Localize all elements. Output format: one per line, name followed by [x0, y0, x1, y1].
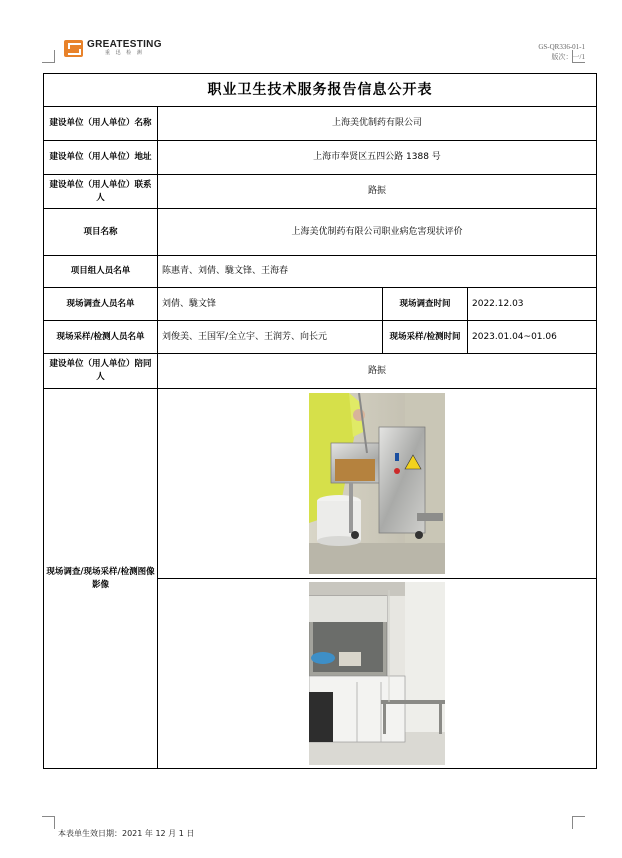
- crop-mark-bottom-left: [42, 816, 55, 829]
- contact-label: 建设单位（用人单位）联系人: [44, 175, 158, 209]
- info-table: [43, 73, 597, 769]
- document-number: GS-QR336-01-1: [538, 43, 585, 51]
- unit-name-value: 上海美优制药有限公司: [158, 107, 597, 141]
- project-label: 项目名称: [44, 209, 158, 256]
- sampling-staff-label: 现场采样/检测人员名单: [44, 321, 158, 354]
- escort-label: 建设单位（用人单位）陪同人: [44, 354, 158, 389]
- table-title: 职业卫生技术服务报告信息公开表: [44, 74, 597, 107]
- project-value: 上海美优制药有限公司职业病危害现状评价: [158, 209, 597, 256]
- images-label: 现场调查/现场采样/检测图像影像: [44, 389, 158, 769]
- crop-mark-top-right: [572, 50, 585, 63]
- document-version: 版次：一/1: [551, 53, 585, 61]
- survey-time-value: 2022.12.03: [468, 288, 597, 321]
- contact-value: 路振: [158, 175, 597, 209]
- unit-name-label: 建设单位（用人单位）名称: [44, 107, 158, 141]
- sampling-time-label: 现场采样/检测时间: [383, 321, 468, 354]
- sampling-time-value: 2023.01.04~01.06: [468, 321, 597, 354]
- address-value: 上海市奉贤区五四公路 1388 号: [158, 141, 597, 175]
- logo-english: GREATESTING: [87, 39, 162, 50]
- crop-mark-bottom-right: [572, 816, 585, 829]
- survey-staff-label: 现场调查人员名单: [44, 288, 158, 321]
- company-logo: [64, 40, 162, 57]
- site-photo-machine: [309, 393, 445, 574]
- survey-staff-value: 刘倩、駹文锋: [158, 288, 383, 321]
- address-label: 建设单位（用人单位）地址: [44, 141, 158, 175]
- photo-cell-2: [158, 579, 597, 769]
- team-value: 陈惠青、刘倩、駹文锋、王海春: [158, 256, 597, 288]
- survey-time-label: 现场调查时间: [383, 288, 468, 321]
- effective-date: 本表单生效日期：2021 年 12 月 1 日: [58, 829, 195, 838]
- team-label: 项目组人员名单: [44, 256, 158, 288]
- logo-chinese: 重 迅 检 测: [105, 50, 144, 56]
- logo-mark-icon: [64, 40, 83, 57]
- site-photo-lab-hood: [309, 582, 445, 765]
- sampling-staff-value: 刘俊美、王国军/全立宇、王润芳、向长元: [158, 321, 383, 354]
- photo-cell-1: [158, 389, 597, 579]
- escort-value: 路振: [158, 354, 597, 389]
- crop-mark-top-left: [42, 50, 55, 63]
